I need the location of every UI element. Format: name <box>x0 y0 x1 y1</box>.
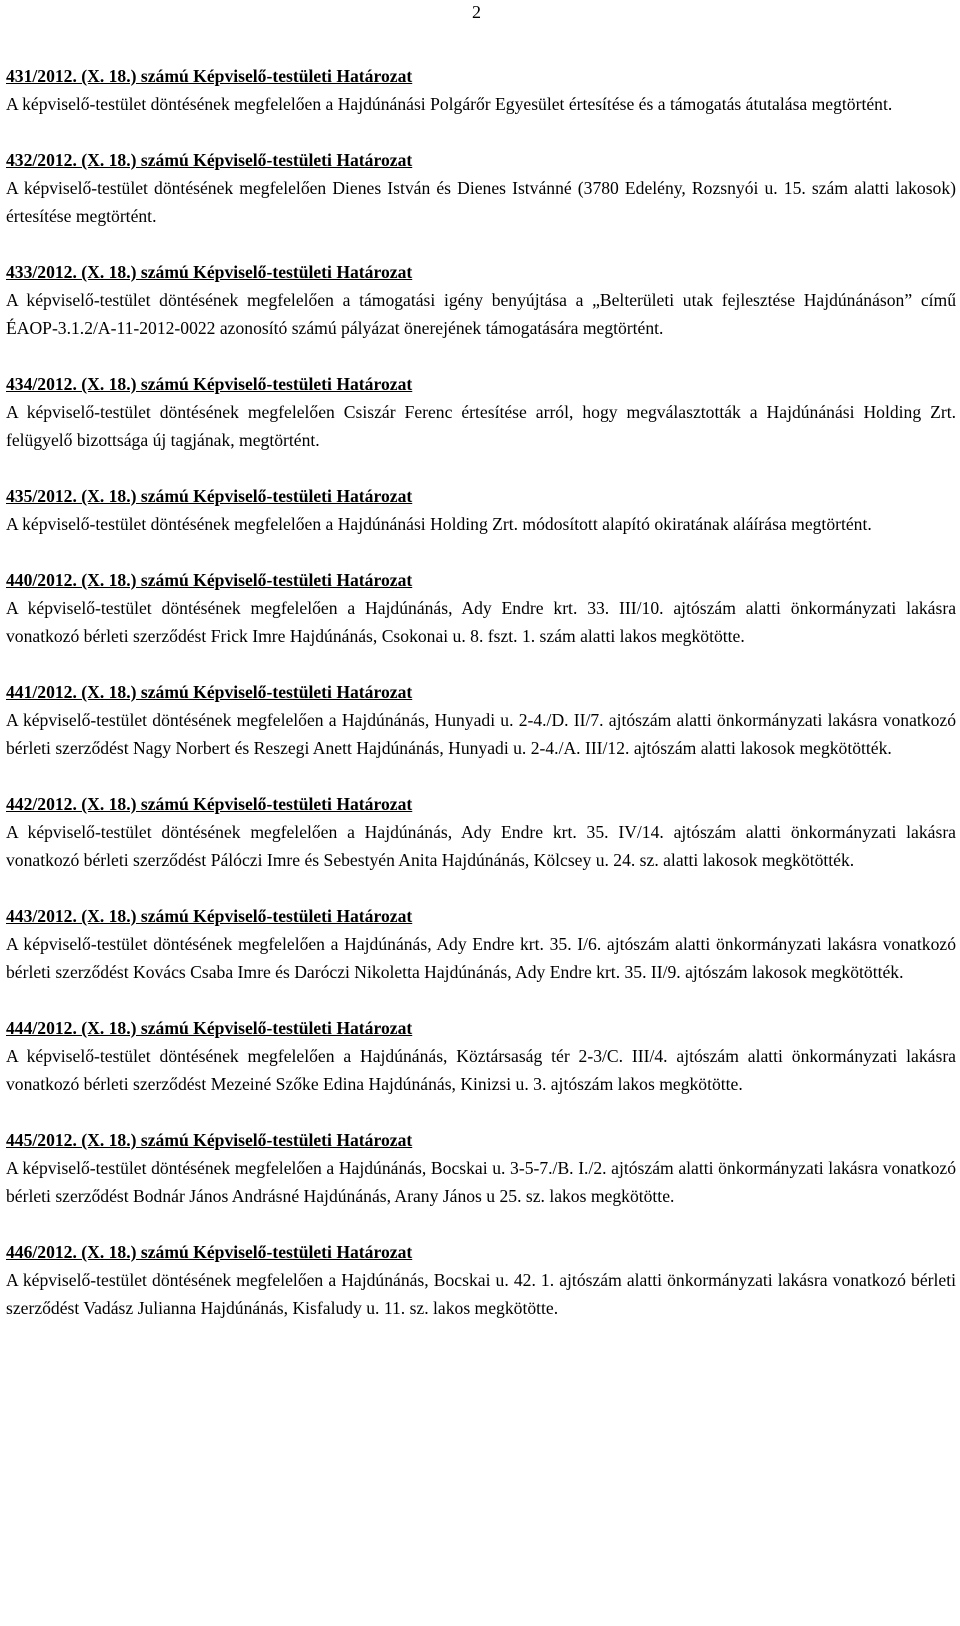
resolution-entry <box>6 1014 956 1098</box>
resolution-entry <box>6 566 956 650</box>
document-content <box>6 62 956 1350</box>
resolution-title: 442/2012. (X. 18.) számú Képviselő-testületi Határozat <box>6 794 413 814</box>
resolution-entry <box>6 790 956 874</box>
resolution-body: A képviselő-testület döntésének megfelelően a Hajdúnánás, Bocskai u. 42. 1. ajtószám alatti önkormányzati lakásra vonatkozó bérleti szerződést Vadász Julianna Hajdúnánás, Kisfaludy u. 11. sz. lakos megkötötte. <box>6 1270 956 1318</box>
resolution-entry <box>6 902 956 986</box>
resolution-title: 433/2012. (X. 18.) számú Képviselő-testületi Határozat <box>6 262 413 282</box>
resolution-body: A képviselő-testület döntésének megfelelően a Hajdúnánás, Bocskai u. 3-5-7./B. I./2. ajtószám alatti önkormányzati lakásra vonatkozó bérleti szerződést Bodnár János Andrásné Hajdúnánás, Arany János u 25. sz. lakos megkötötte. <box>6 1158 956 1206</box>
resolution-title: 443/2012. (X. 18.) számú Képviselő-testületi Határozat <box>6 906 413 926</box>
resolution-title: 431/2012. (X. 18.) számú Képviselő-testületi Határozat <box>6 66 413 86</box>
resolution-title: 435/2012. (X. 18.) számú Képviselő-testületi Határozat <box>6 486 413 506</box>
resolution-body: A képviselő-testület döntésének megfelelően a Hajdúnánási Polgárőr Egyesület értesítése és a támogatás átutalása megtörtént. <box>6 94 893 114</box>
resolution-entry <box>6 482 956 538</box>
resolution-body: A képviselő-testület döntésének megfelelően a Hajdúnánás, Ady Endre krt. 35. IV/14. ajtószám alatti önkormányzati lakásra vonatkozó bérleti szerződést Pálóczi Imre és Sebestyén Anita Hajdúnánás, Kölcsey u. 24. sz. alatti lakosok megkötötték. <box>6 822 956 870</box>
resolution-title: 446/2012. (X. 18.) számú Képviselő-testületi Határozat <box>6 1242 413 1262</box>
resolution-entry <box>6 1126 956 1210</box>
resolution-entry <box>6 1238 956 1322</box>
resolution-title: 441/2012. (X. 18.) számú Képviselő-testületi Határozat <box>6 682 413 702</box>
resolution-title: 434/2012. (X. 18.) számú Képviselő-testületi Határozat <box>6 374 413 394</box>
resolution-entry <box>6 678 956 762</box>
resolution-body: A képviselő-testület döntésének megfelelően Dienes István és Dienes Istvánné (3780 Edelény, Rozsnyói u. 15. szám alatti lakosok) értesítése megtörtént. <box>6 178 956 226</box>
resolution-body: A képviselő-testület döntésének megfelelően a Hajdúnánás, Ady Endre krt. 33. III/10. ajtószám alatti önkormányzati lakásra vonatkozó bérleti szerződést Frick Imre Hajdúnánás, Csokonai u. 8. fszt. 1. szám alatti lakos megkötötte. <box>6 598 956 646</box>
resolution-body: A képviselő-testület döntésének megfelelően a támogatási igény benyújtása a „Belterületi utak fejlesztése Hajdúnánáson” című ÉAOP-3.1.2/A-11-2012-0022 azonosító számú pályázat önerejének támogatására megtörtént. <box>6 290 956 338</box>
resolution-entry <box>6 370 956 454</box>
resolution-title: 444/2012. (X. 18.) számú Képviselő-testületi Határozat <box>6 1018 413 1038</box>
resolution-entry <box>6 146 956 230</box>
resolution-body: A képviselő-testület döntésének megfelelően a Hajdúnánás, Hunyadi u. 2-4./D. II/7. ajtószám alatti önkormányzati lakásra vonatkozó bérleti szerződést Nagy Norbert és Reszegi Anett Hajdúnánás, Hunyadi u. 2-4./A. III/12. ajtószám alatti lakosok megkötötték. <box>6 710 956 758</box>
resolution-title: 445/2012. (X. 18.) számú Képviselő-testületi Határozat <box>6 1130 413 1150</box>
resolution-entry <box>6 62 956 118</box>
resolution-body: A képviselő-testület döntésének megfelelően a Hajdúnánás, Ady Endre krt. 35. I/6. ajtószám alatti önkormányzati lakásra vonatkozó bérleti szerződést Kovács Csaba Imre és Daróczi Nikoletta Hajdúnánás, Ady Endre krt. 35. II/9. ajtószám lakosok megkötötték. <box>6 934 956 982</box>
resolution-entry <box>6 258 956 342</box>
resolution-body: A képviselő-testület döntésének megfelelően a Hajdúnánási Holding Zrt. módosított alapító okiratának aláírása megtörtént. <box>6 514 872 534</box>
resolution-title: 440/2012. (X. 18.) számú Képviselő-testületi Határozat <box>6 570 413 590</box>
page-number: 2 <box>472 2 481 22</box>
resolution-title: 432/2012. (X. 18.) számú Képviselő-testületi Határozat <box>6 150 413 170</box>
resolution-body: A képviselő-testület döntésének megfelelően Csiszár Ferenc értesítése arról, hogy megválasztották a Hajdúnánási Holding Zrt. felügyelő bizottsága új tagjának, megtörtént. <box>6 402 956 450</box>
resolution-body: A képviselő-testület döntésének megfelelően a Hajdúnánás, Köztársaság tér 2-3/C. III/4. ajtószám alatti önkormányzati lakásra vonatkozó bérleti szerződést Mezeiné Szőke Edina Hajdúnánás, Kinizsi u. 3. ajtószám lakos megkötötte. <box>6 1046 956 1094</box>
